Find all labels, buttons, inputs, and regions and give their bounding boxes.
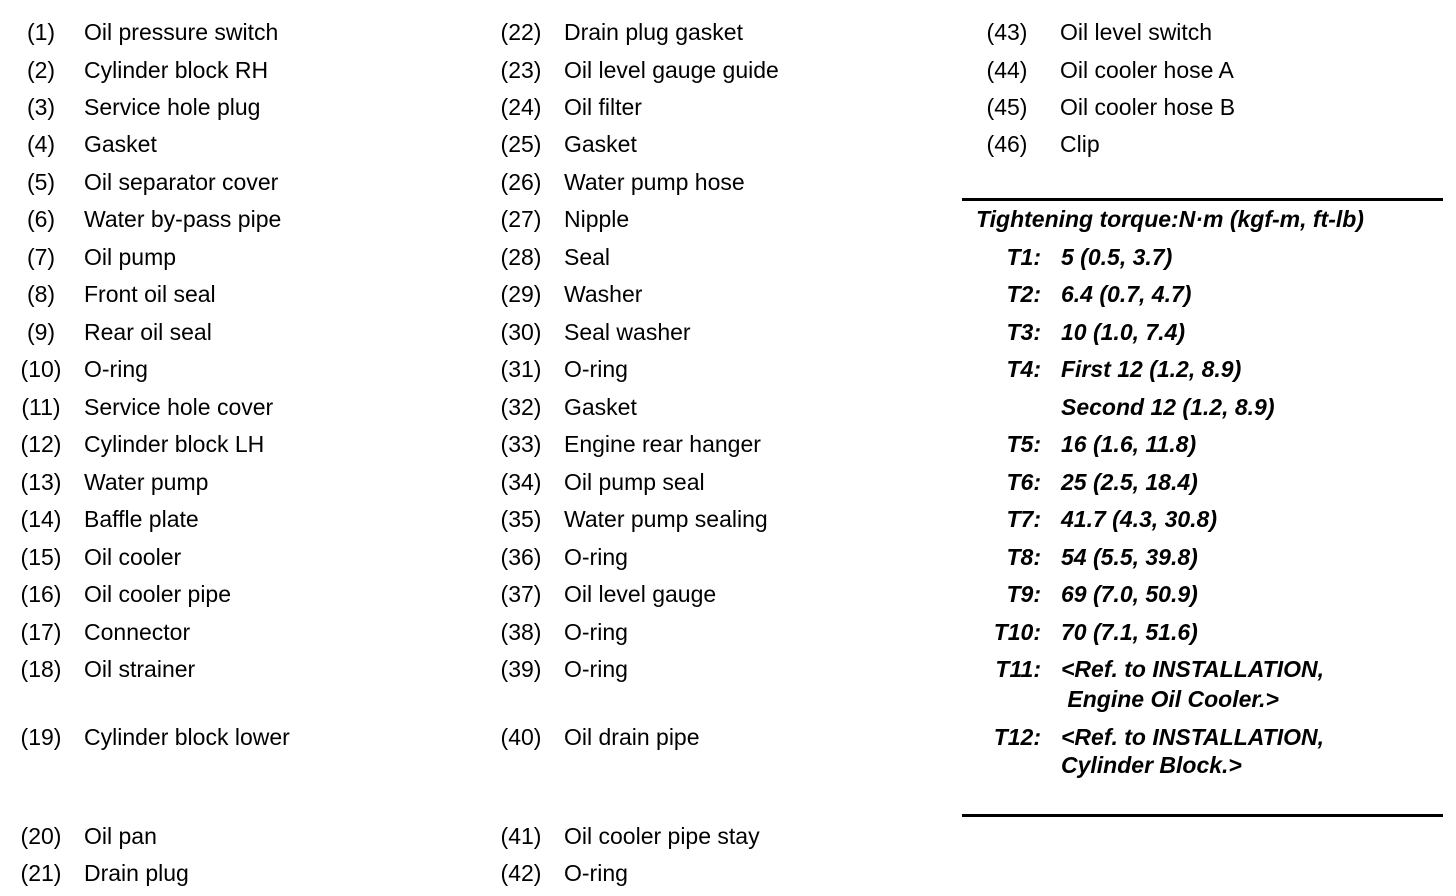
part-number: (2)	[26, 57, 56, 83]
torque-label: T7:	[1006, 506, 1041, 532]
part-name: Oil pump seal	[564, 469, 705, 495]
part-number: (40)	[500, 724, 542, 750]
part-name: Cylinder block lower	[84, 724, 290, 750]
part-name: O-ring	[564, 544, 628, 570]
part-name: O-ring	[84, 356, 148, 382]
torque-label: T6:	[1006, 469, 1041, 495]
torque-value: 69 (7.0, 50.9)	[1061, 581, 1198, 607]
part-name: Drain plug	[84, 860, 189, 886]
part-name: Connector	[84, 619, 191, 645]
part-number: (25)	[500, 131, 542, 157]
torque-value: 10 (1.0, 7.4)	[1061, 319, 1186, 345]
torque-value: 70 (7.1, 51.6)	[1061, 619, 1198, 645]
part-number: (28)	[500, 244, 542, 270]
part-number: (17)	[20, 619, 62, 645]
torque-value: 54 (5.5, 39.8)	[1061, 544, 1198, 570]
part-number: (33)	[500, 431, 542, 457]
torque-value-continuation: Cylinder Block.>	[1061, 752, 1242, 778]
part-name: Oil level gauge guide	[564, 57, 779, 83]
part-name: Engine rear hanger	[564, 431, 761, 457]
torque-value: 5 (0.5, 3.7)	[1061, 244, 1173, 270]
torque-value: 16 (1.6, 11.8)	[1061, 431, 1197, 457]
torque-label: T10:	[993, 619, 1041, 645]
torque-value: 6.4 (0.7, 4.7)	[1061, 281, 1192, 307]
part-name: Oil cooler pipe stay	[564, 823, 760, 849]
part-name: Service hole cover	[84, 394, 274, 420]
part-name: Cylinder block LH	[84, 431, 265, 457]
part-number: (12)	[20, 431, 62, 457]
part-number: (26)	[500, 169, 542, 195]
part-number: (46)	[986, 131, 1028, 157]
part-name: O-ring	[564, 656, 628, 682]
part-number: (23)	[500, 57, 542, 83]
part-name: Drain plug gasket	[564, 19, 743, 45]
part-name: Oil pump	[84, 244, 177, 270]
part-name: Washer	[564, 281, 643, 307]
torque-value: <Ref. to INSTALLATION,	[1061, 656, 1324, 682]
torque-label: T12:	[993, 724, 1041, 750]
part-number: (41)	[500, 823, 542, 849]
part-number: (37)	[500, 581, 542, 607]
torque-label: T11:	[995, 656, 1041, 682]
part-name: Cylinder block RH	[84, 57, 269, 83]
part-number: (5)	[26, 169, 56, 195]
part-number: (35)	[500, 506, 542, 532]
part-number: (13)	[20, 469, 62, 495]
part-name: Water pump hose	[564, 169, 745, 195]
part-number: (32)	[500, 394, 542, 420]
torque-label: T3:	[1006, 319, 1041, 345]
part-name: O-ring	[564, 860, 628, 886]
torque-top-rule	[962, 198, 1443, 201]
part-number: (36)	[500, 544, 542, 570]
part-number: (15)	[20, 544, 62, 570]
torque-value: 41.7 (4.3, 30.8)	[1061, 506, 1217, 532]
part-name: Gasket	[84, 131, 157, 157]
part-name: Seal washer	[564, 319, 691, 345]
part-name: Oil pan	[84, 823, 157, 849]
torque-label: T8:	[1006, 544, 1041, 570]
part-number: (20)	[20, 823, 62, 849]
torque-value: 25 (2.5, 18.4)	[1061, 469, 1198, 495]
part-name: Clip	[1060, 131, 1100, 157]
part-number: (18)	[20, 656, 62, 682]
part-number: (30)	[500, 319, 542, 345]
torque-label: T5:	[1006, 431, 1041, 457]
part-name: Oil level gauge	[564, 581, 717, 607]
part-name: Oil cooler	[84, 544, 182, 570]
part-number: (45)	[986, 94, 1028, 120]
part-number: (27)	[500, 206, 542, 232]
part-name: Gasket	[564, 394, 637, 420]
part-number: (8)	[26, 281, 56, 307]
part-number: (22)	[500, 19, 542, 45]
part-name: Oil pressure switch	[84, 19, 279, 45]
part-number: (29)	[500, 281, 542, 307]
torque-value: <Ref. to INSTALLATION,	[1061, 724, 1324, 750]
part-number: (34)	[500, 469, 542, 495]
part-number: (44)	[986, 57, 1028, 83]
part-number: (19)	[20, 724, 62, 750]
torque-label: T1:	[1006, 244, 1041, 270]
part-name: O-ring	[564, 356, 628, 382]
part-number: (43)	[986, 19, 1028, 45]
part-number: (16)	[20, 581, 62, 607]
part-name: Oil strainer	[84, 656, 196, 682]
part-name: Water pump	[84, 469, 209, 495]
torque-title: Tightening torque:N·m (kgf-m, ft-lb)	[976, 206, 1364, 232]
part-name: Front oil seal	[84, 281, 216, 307]
part-name: Water by-pass pipe	[84, 206, 282, 232]
torque-label: T4:	[1006, 356, 1041, 382]
part-number: (42)	[500, 860, 542, 886]
part-number: (10)	[20, 356, 62, 382]
part-name: Oil drain pipe	[564, 724, 700, 750]
part-name: Rear oil seal	[84, 319, 212, 345]
part-name: O-ring	[564, 619, 628, 645]
part-name: Oil filter	[564, 94, 642, 120]
part-number: (1)	[26, 19, 56, 45]
torque-label: T2:	[1006, 281, 1041, 307]
part-number: (24)	[500, 94, 542, 120]
part-name: Oil cooler hose A	[1060, 57, 1234, 83]
torque-value: First 12 (1.2, 8.9)	[1061, 356, 1242, 382]
torque-value-continuation: Second 12 (1.2, 8.9)	[1061, 394, 1275, 420]
part-number: (14)	[20, 506, 62, 532]
part-number: (9)	[26, 319, 56, 345]
part-name: Nipple	[564, 206, 630, 232]
part-name: Service hole plug	[84, 94, 261, 120]
part-name: Oil level switch	[1060, 19, 1213, 45]
torque-value-continuation: Engine Oil Cooler.>	[1061, 686, 1279, 712]
part-name: Water pump sealing	[564, 506, 768, 532]
part-number: (21)	[20, 860, 62, 886]
part-number: (4)	[26, 131, 56, 157]
part-name: Oil cooler hose B	[1060, 94, 1236, 120]
part-number: (3)	[26, 94, 56, 120]
part-name: Baffle plate	[84, 506, 199, 532]
part-name: Oil cooler pipe	[84, 581, 232, 607]
part-name: Oil separator cover	[84, 169, 279, 195]
torque-label: T9:	[1006, 581, 1041, 607]
part-number: (7)	[26, 244, 56, 270]
part-number: (38)	[500, 619, 542, 645]
part-number: (39)	[500, 656, 542, 682]
torque-bottom-rule	[962, 814, 1443, 817]
part-number: (31)	[500, 356, 542, 382]
part-number: (6)	[26, 206, 56, 232]
part-number: (11)	[21, 394, 61, 420]
part-name: Seal	[564, 244, 611, 270]
part-name: Gasket	[564, 131, 637, 157]
